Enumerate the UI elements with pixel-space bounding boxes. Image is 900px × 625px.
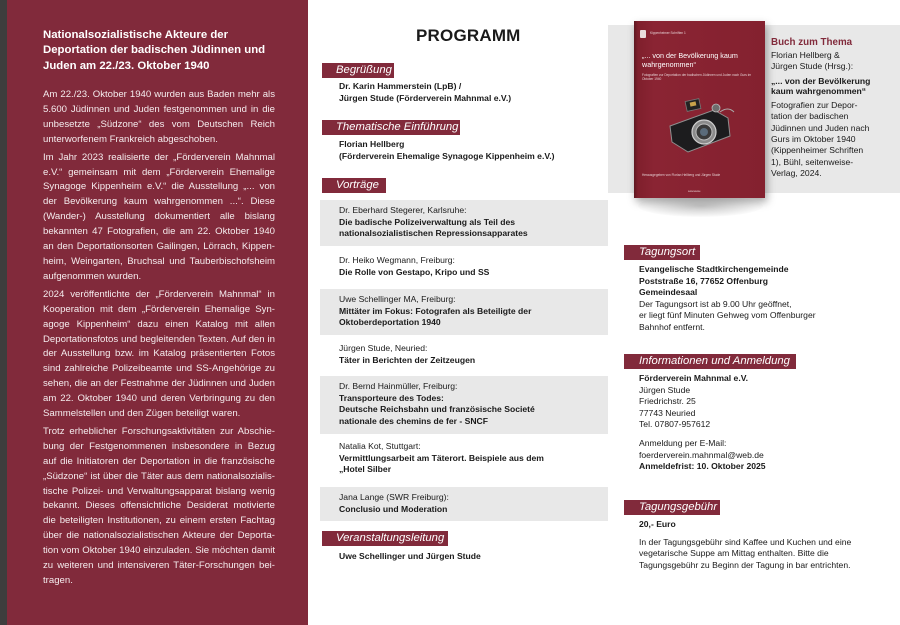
book-description-line: Jüdinnen und Juden nach — [771, 122, 870, 133]
fee-amount: 20,- Euro — [639, 519, 676, 529]
intro-title: Nationalsozialistische Akteure der Deportation der badischen Jüdinnen und Juden am 22./23. Oktober 1940 — [43, 29, 266, 72]
talk-speaker: Uwe Schellinger MA, Freiburg: — [339, 294, 456, 304]
info-phone: Tel. 07807-957612 — [639, 419, 711, 430]
book-cover-series: Kippenheimer Schriften 1 — [650, 31, 686, 35]
talk-speaker: Natalia Kot, Stuttgart: — [339, 441, 421, 451]
info-email-label: Anmeldung per E-Mail: — [639, 437, 727, 448]
talk-topic: Oktoberdeportation 1940 — [339, 317, 441, 328]
talk-row — [320, 438, 608, 486]
talk-topic: Mittäter im Fokus: Fotografen als Beteiligte der — [339, 305, 532, 316]
talk-topic: Vermittlungsarbeit am Täterort. Beispiele aus dem — [339, 452, 544, 463]
book-title-line: „... von der Bevölkerung — [771, 75, 871, 86]
welcome-text — [339, 81, 511, 104]
venue-text — [639, 264, 894, 334]
book-cover-publisher: seitenweise — [688, 190, 701, 193]
info-org: Förderverein Mahnmal e.V. — [639, 373, 749, 383]
welcome-line: Dr. Karin Hammerstein (LpB) / — [339, 81, 462, 91]
section-label-lead: Veranstaltungsleitung — [322, 531, 448, 546]
venue-note-line: Bahnhof entfernt. — [639, 321, 705, 332]
talk-topic: nationalsozialistischen Repressionsapparates — [339, 228, 528, 239]
talk-speaker: Jürgen Stude, Neuried: — [339, 343, 428, 353]
info-panel — [608, 0, 900, 625]
book-author-line: Florian Hellberg & — [771, 50, 840, 60]
intro-paragraph: 2024 veröffentlichte der „Förderverein Mahnmal“ in Kooperation mit dem „Förderverein Ehemalige Synagoge Kippenheim“ dazu einen Katalog mit allen Deportationsfotos und begleitenden Texten. Auf den in der Ausstellung bzw. im Katalog präsentierten Fotos sind zahlreiche Polizeibeamte und SS-Angehörige zu sehen, die an der Festnahme der Jüdinnen und Juden am 22. Oktober 1940 und deren Verbringung zu den Sammelstellen und den Zügen beteiligt waren. — [43, 288, 275, 420]
book-title — [771, 76, 896, 97]
intro-paragraph: Im Jahr 2023 realisierte der „Förderverein Mahnmal e.V.“ gemeinsam mit dem „Förderverein Ehemalige Synagoge Kippenheim e.V.“ die Ausstellung „... von der Bevölkerung kaum wahrgenommen ...“. Diese (Wander-) Ausstellung dokumentiert alle bislang bekannten 47 Fotografien, die am 22. Oktober 1940 an den Deportationsorten Gailingen, Lörrach, Kippenheim, Weingarten, Bruchsal und Tauberbischofsheim aufgenommen wurden. — [43, 151, 275, 282]
welcome-line: Jürgen Stude (Förderverein Mahnmal e.V.) — [339, 92, 512, 103]
book-cover-editors: Herausgegeben von Florian Hellberg und Jürgen Stude — [642, 173, 721, 177]
info-address-line: 77743 Neuried — [639, 407, 696, 418]
book-series-logo-icon — [640, 30, 646, 38]
talk-topic: nationale des chemins de fer - SNCF — [339, 415, 488, 426]
info-email-link[interactable]: foerderverein.mahnmal@web.de — [639, 449, 764, 460]
talk-speaker: Dr. Heiko Wegmann, Freiburg: — [339, 255, 455, 265]
book-description-line: Gurs im Oktober 1940 — [771, 134, 856, 145]
book-cover-subtitle: Fotografien zur Deportation der badischen Jüdinnen und Juden nach Gurs im Oktober 1940 — [642, 73, 752, 82]
fee-note-line: In der Tagungsgebühr sind Kaffee und Kuchen und eine — [639, 536, 852, 547]
fee-text — [639, 519, 894, 571]
book-description-line: 1), Bühl, seitenweise- — [771, 156, 854, 167]
book-author-line: Jürgen Stude (Hrsg.): — [771, 61, 854, 72]
book-description-line: tation der badischen — [771, 111, 849, 122]
book-title-line: kaum wahrgenommen“ — [771, 86, 867, 97]
fee-note-line: vegetarische Suppe am Mittag enthalten. Bitte die — [639, 548, 829, 559]
section-label-info: Informationen und Anmeldung — [624, 354, 796, 369]
program-title: PROGRAMM — [416, 26, 521, 45]
section-label-fee: Tagungsgebühr — [624, 500, 720, 515]
venue-note-line: Der Tagungsort ist ab 9.00 Uhr geöffnet, — [639, 298, 792, 309]
book-info — [771, 36, 896, 180]
book-heading: Buch zum Thema — [771, 37, 853, 48]
talk-row — [320, 252, 608, 288]
info-text — [639, 373, 894, 473]
talk-speaker: Dr. Eberhard Stegerer, Karlsruhe: — [339, 205, 467, 215]
talk-row — [320, 289, 608, 335]
info-deadline: Anmeldefrist: 10. Oktober 2025 — [639, 461, 766, 472]
section-label-venue: Tagungsort — [624, 245, 700, 260]
book-description — [771, 100, 896, 180]
book-authors — [771, 50, 896, 73]
section-label-talks: Vorträge — [322, 178, 386, 193]
intro-panel — [7, 0, 308, 625]
talk-topic: Transporteure des Todes: — [339, 392, 444, 403]
talk-topic: Die Rolle von Gestapo, Kripo und SS — [339, 266, 490, 277]
camera-icon — [664, 96, 739, 156]
program-panel — [308, 0, 608, 625]
intro-body — [43, 88, 275, 592]
talk-row — [320, 487, 608, 521]
book-description-line: (Kippenheimer Schriften — [771, 145, 864, 156]
venue-room: Gemeindesaal — [639, 287, 698, 298]
book-description-line: Verlag, 2024. — [771, 168, 822, 179]
intro-speaker-text — [339, 139, 555, 162]
talk-row — [320, 340, 608, 376]
talk-speaker: Dr. Bernd Hainmüller, Freiburg: — [339, 381, 458, 391]
talk-row — [320, 376, 608, 434]
intro-speaker-name: Florian Hellberg — [339, 139, 405, 149]
fee-note-line: Tagungsgebühr zu Beginn der Tagung in bar entrichten. — [639, 559, 851, 570]
talk-speaker: Jana Lange (SWR Freiburg): — [339, 492, 449, 502]
left-edge-strip — [0, 0, 7, 625]
book-shadow — [638, 195, 763, 217]
intro-paragraph: Am 22./23. Oktober 1940 wurden aus Baden mehr als 5.600 Jüdinnen und Juden festgenommen und in die unbesetzte „Südzone“ des vom Deutschen Reich unterworfenem Frankreich abgeschoben. — [43, 89, 275, 145]
talk-row — [320, 200, 608, 246]
info-address-line: Friedrichstr. 25 — [639, 396, 696, 407]
book-cover-title: „... von der Bevölkerung kaum wahrgenommen“ — [642, 51, 738, 69]
talk-topic: Die badische Polizeiverwaltung als Teil des — [339, 216, 516, 227]
intro-paragraph: Trotz erheblicher Forschungsaktivitäten zur Abschiebung der Festgenommenen insbesondere in Bezug auf die Initiatoren der Deportation in die französische „Südzone“ ist über die Täter aus dem nationalsozialistische Polizei- und Verwaltungsapparat bislang wenig bekannt. Dieses offensichtliche Desiderat motivierte die beteiligten Institutionen, zu einem ersten Fachtag über die nationalsozialistischen Akteure der Deportation vom Oktober 1940 einzuladen. Sie möchten damit zu weiteren und intensiveren Täter-Forschungen beitragen. — [43, 425, 275, 586]
book-description-line: Fotografien zur Depor- — [771, 99, 858, 110]
talk-topic: Deutsche Reichsbahn und französische Societé — [339, 404, 535, 415]
lead-names: Uwe Schellinger und Jürgen Stude — [339, 551, 481, 561]
talk-topic: „Hotel Silber — [339, 464, 392, 475]
venue-note-line: er liegt fünf Minuten Gehweg vom Offenburger — [639, 310, 816, 321]
info-address-line: Jürgen Stude — [639, 384, 691, 395]
section-label-intro: Thematische Einführung — [322, 120, 460, 135]
venue-address: Poststraße 16, 77652 Offenburg — [639, 275, 768, 286]
lead-text — [339, 551, 481, 563]
intro-speaker-org: (Förderverein Ehemalige Synagoge Kippenheim e.V.) — [339, 150, 555, 161]
talk-topic: Täter in Berichten der Zeitzeugen — [339, 354, 476, 365]
section-label-welcome: Begrüßung — [322, 63, 394, 78]
book-cover-image — [634, 21, 765, 198]
venue-name: Evangelische Stadtkirchengemeinde — [639, 264, 789, 274]
talk-topic: Conclusio und Moderation — [339, 503, 448, 514]
